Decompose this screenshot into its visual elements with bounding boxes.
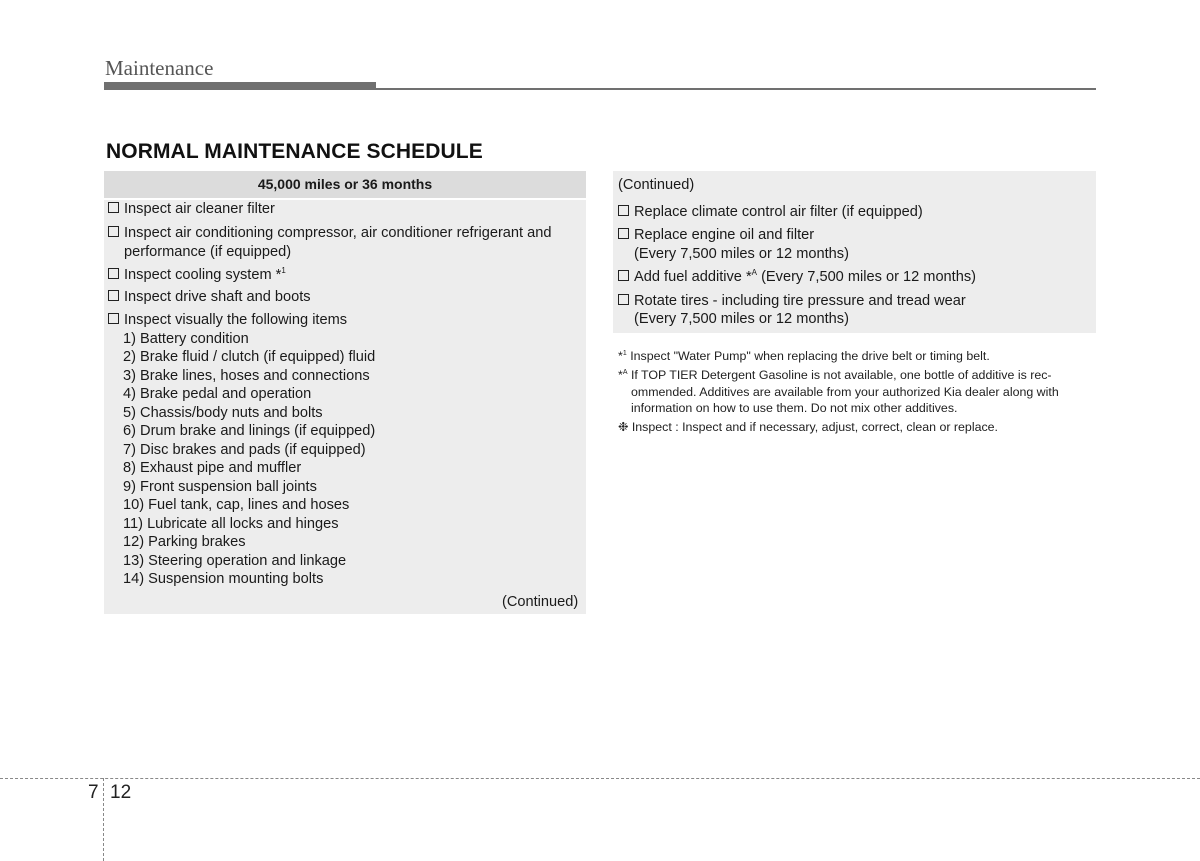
- checkbox-icon: [108, 268, 119, 279]
- checklist-item-continuation: (Every 7,500 miles or 12 months): [634, 311, 849, 327]
- subitem: 11) Lubricate all locks and hinges: [123, 515, 339, 532]
- subitem: 3) Brake lines, hoses and connections: [123, 367, 370, 384]
- checklist-item-continuation: (Every 7,500 miles or 12 months): [634, 246, 849, 262]
- interval-heading: 45,000 miles or 36 months: [104, 171, 586, 200]
- checklist-item: Add fuel additive *$^A$ (Every 7,500 miles or 12 months): [618, 268, 976, 287]
- footnote-fuel-additive: *$^A$ If TOP TIER Detergent Gasoline is not available, one bottle of additive is rec-: [618, 368, 1052, 382]
- checklist-item: Inspect cooling system *$^1$: [108, 266, 286, 285]
- subitem: 14) Suspension mounting bolts: [123, 571, 324, 587]
- footnote-water-pump: *$^1$ Inspect "Water Pump" when replacing the drive belt or timing belt.: [618, 349, 990, 363]
- footnote-fuel-additive-line: information on how to use them. Do not mix other additives.: [631, 401, 958, 415]
- subitem: 9) Front suspension ball joints: [123, 478, 317, 495]
- header-rule-thin: [376, 88, 1096, 90]
- subitem: 2) Brake fluid / clutch (if equipped) fluid: [123, 349, 376, 365]
- subitem: 5) Chassis/body nuts and bolts: [123, 404, 323, 421]
- checkbox-icon: [108, 290, 119, 301]
- checklist-item: Inspect air conditioning compressor, air conditioner refrigerant and: [108, 224, 552, 243]
- subitem: 7) Disc brakes and pads (if equipped): [123, 441, 366, 458]
- subitem: 1) Battery condition: [123, 330, 249, 347]
- checkbox-icon: [108, 202, 119, 213]
- footnote-fuel-additive-line: ommended. Additives are available from your authorized Kia dealer along with: [631, 384, 1059, 399]
- subitem: 10) Fuel tank, cap, lines and hoses: [123, 497, 350, 513]
- checkbox-icon: [108, 226, 119, 237]
- header-rule-thick: [104, 82, 376, 90]
- footer-rule: [0, 778, 1200, 779]
- checklist-item: Replace climate control air filter (if equipped): [618, 203, 923, 222]
- checkbox-icon: [618, 205, 629, 216]
- chapter-number: 7: [88, 782, 99, 803]
- checklist-item: Inspect air cleaner filter: [108, 200, 275, 219]
- checkbox-icon: [618, 294, 629, 305]
- section-header: Maintenance: [105, 56, 214, 80]
- checklist-item: Rotate tires - including tire pressure and tread wear: [618, 292, 966, 311]
- subitem: 13) Steering operation and linkage: [123, 552, 347, 569]
- footnote-ref: 1: [281, 266, 286, 275]
- subitem: 8) Exhaust pipe and muffler: [123, 460, 302, 476]
- footnote-ref: A: [751, 268, 757, 277]
- checklist-item: Inspect visually the following items: [108, 311, 347, 330]
- checklist-item-continuation: performance (if equipped): [124, 244, 292, 260]
- page-number: 12: [110, 782, 132, 803]
- page-title: NORMAL MAINTENANCE SCHEDULE: [106, 140, 483, 163]
- checkbox-icon: [618, 228, 629, 239]
- checklist-item: Replace engine oil and filter: [618, 226, 814, 245]
- continued-label: (Continued): [502, 594, 579, 610]
- inspect-definition: ❉ Inspect : Inspect and if necessary, adjust, correct, clean or replace.: [618, 420, 998, 434]
- checkbox-icon: [108, 313, 119, 324]
- continued-label: (Continued): [618, 177, 695, 193]
- subitem: 6) Drum brake and linings (if equipped): [123, 423, 376, 439]
- checklist-item: Inspect drive shaft and boots: [108, 288, 311, 307]
- subitem: 12) Parking brakes: [123, 534, 246, 550]
- footer-divider: [103, 778, 104, 861]
- subitem: 4) Brake pedal and operation: [123, 386, 312, 402]
- checkbox-icon: [618, 270, 629, 281]
